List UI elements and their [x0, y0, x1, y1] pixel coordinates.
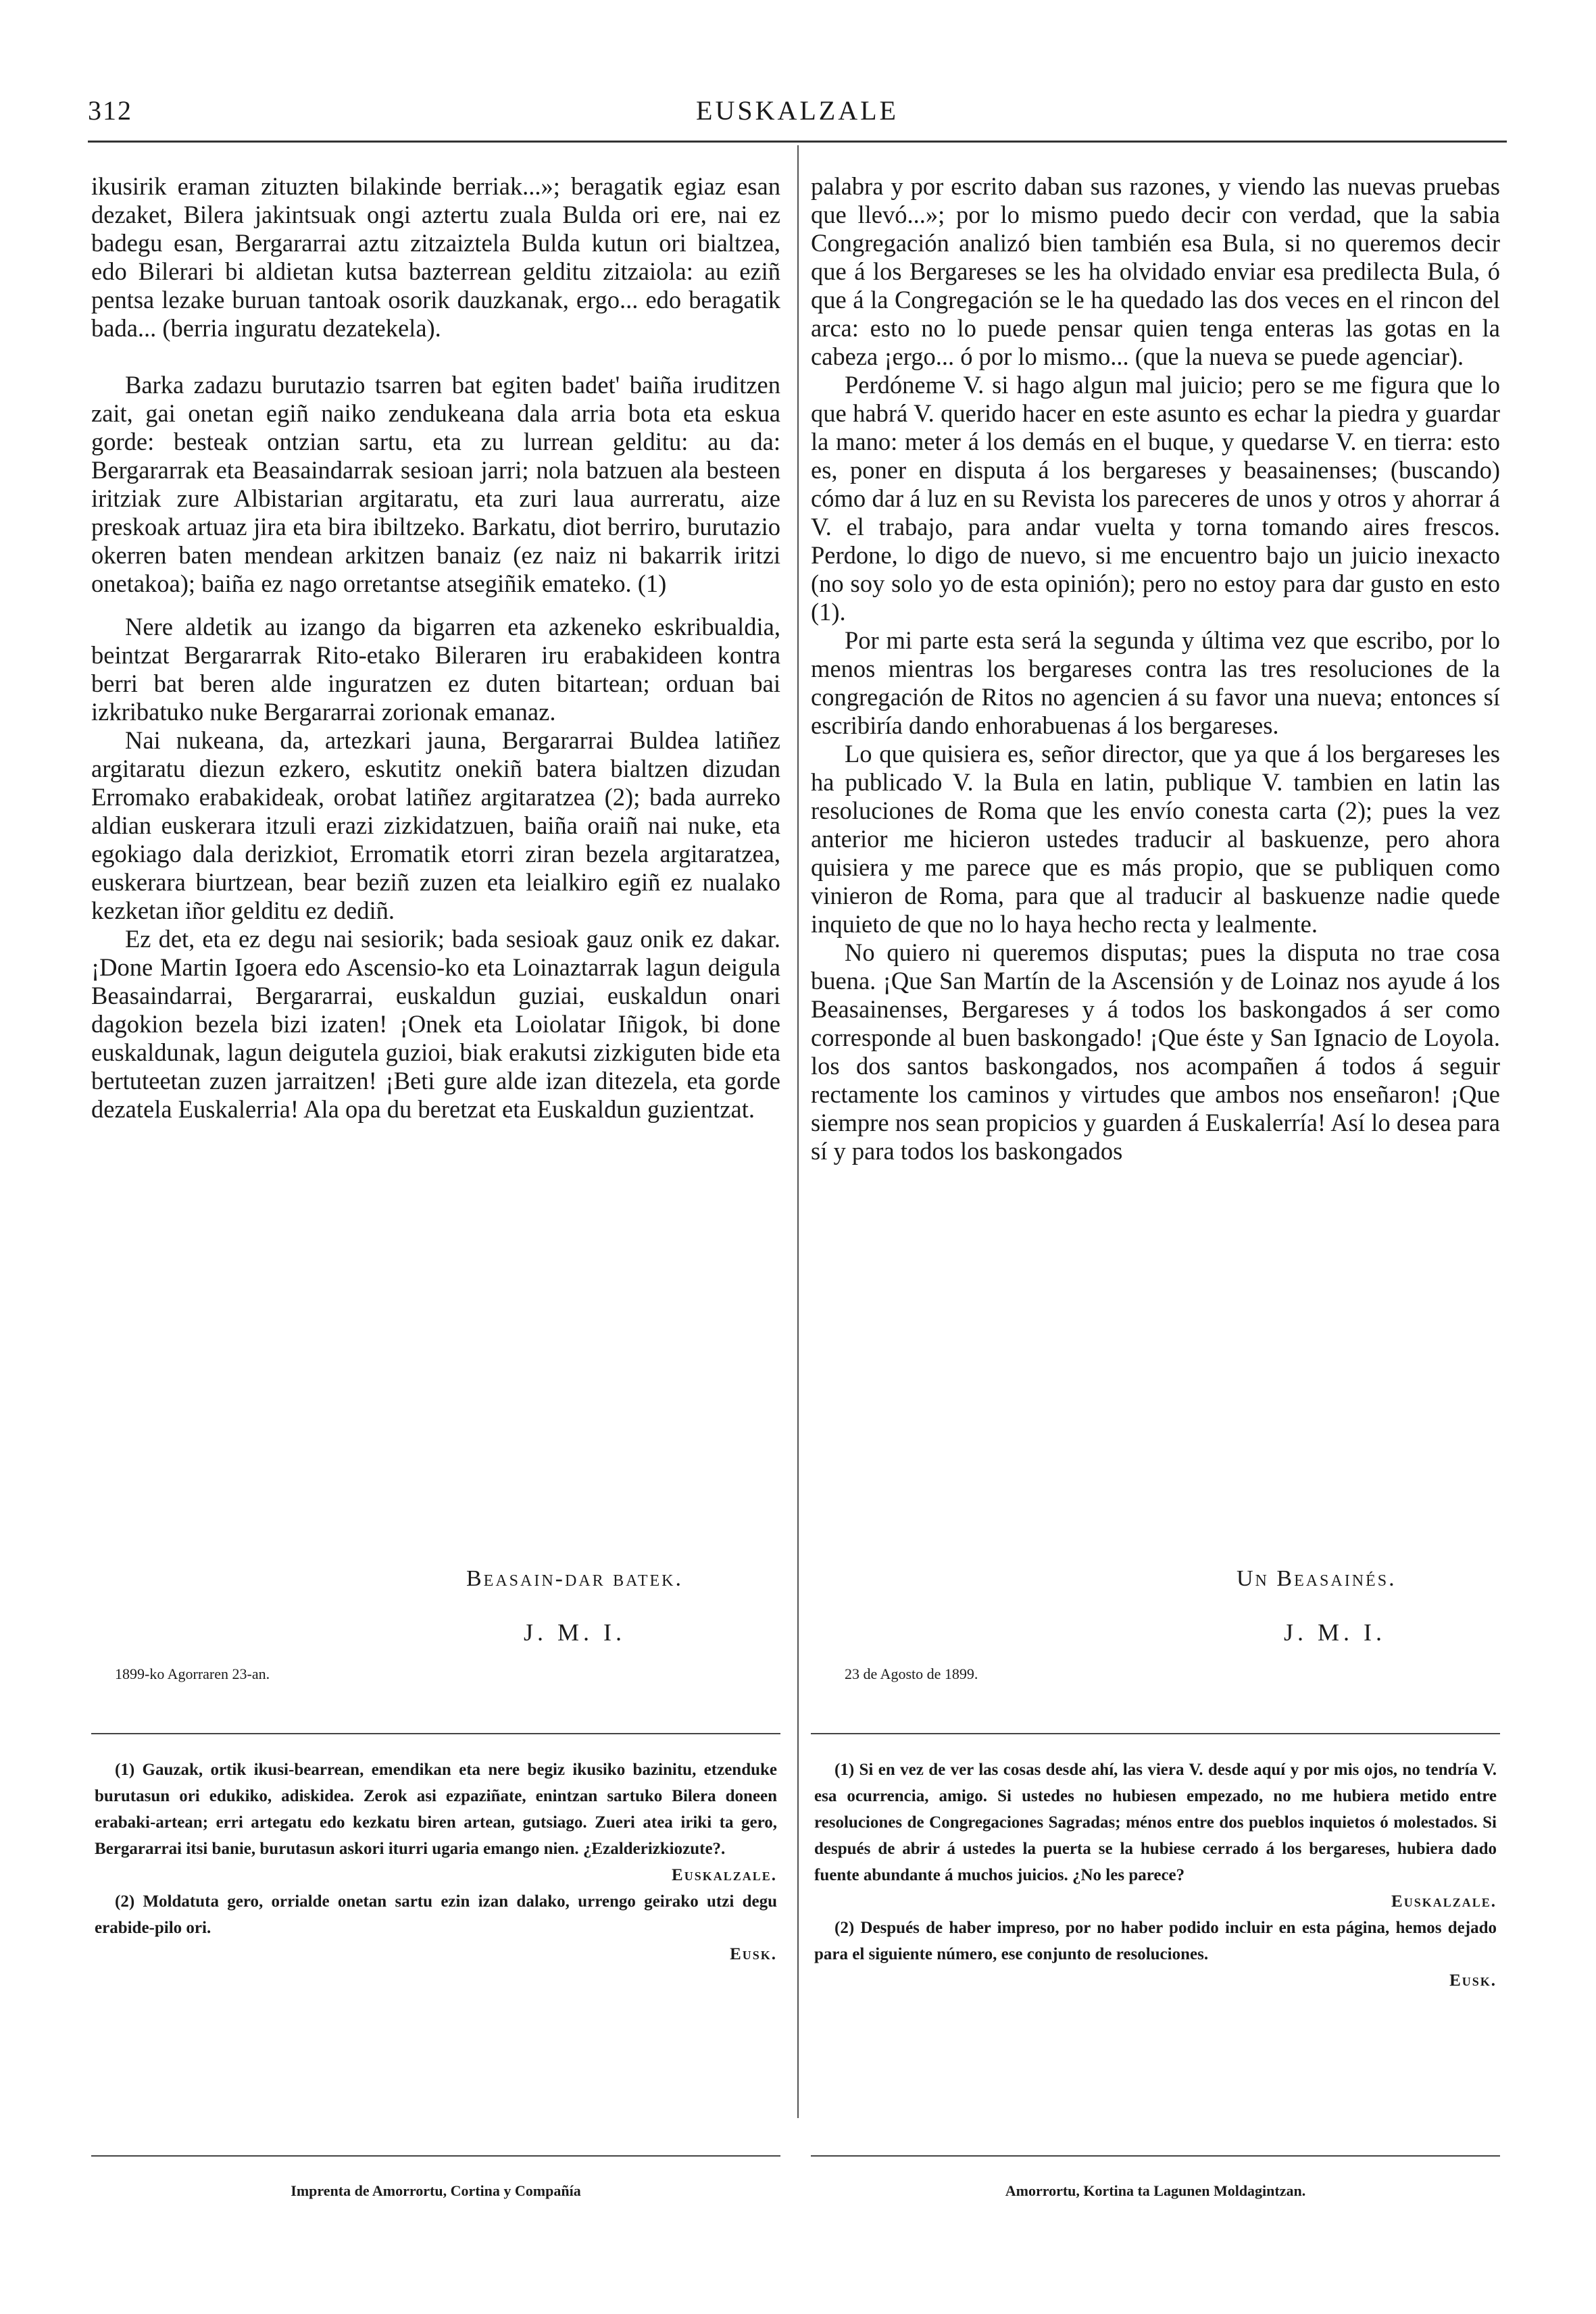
left-signature: Beasain-dar batek. — [466, 1566, 683, 1591]
left-footnote-2-sign: Eusk. — [730, 1945, 777, 1963]
right-footnote-1-sign: Euskalzale. — [1391, 1892, 1497, 1911]
running-title: EUSKALZALE — [696, 95, 899, 126]
right-footnote-2-sign: Eusk. — [1449, 1971, 1497, 1990]
right-date: 23 de Agosto de 1899. — [845, 1665, 978, 1682]
right-paragraph-1: palabra y por escrito daban sus razones, y viendo las nuevas pruebas que llevó...»; por lo mismo puedo decir con verdad, que la sabia Congregación analizó bien también esa Bula, si no queremos decir que á los Bergareses se les ha olvidado enviar esa predilecta Bula, ó que á la Congregación se le ha quedado las dos veces en el rincon del arca: esto no lo puede pensar quien tenga enteras las gotas en la cabeza ¡ergo... ó por lo mismo... (que la nueva se puede agenciar). — [811, 172, 1500, 370]
right-bottom-rule — [811, 2155, 1500, 2157]
right-paragraph-5: No quiero ni queremos disputas; pues la disputa no trae cosa buena. ¡Que San Martín de la Ascensión y de Loinaz nos ayude á los Beasainenses, Bergareses y á todos los baskongados á ser como corresponde al buen baskongado! ¡Que éste y San Ignacio de Loyola. los dos santos baskongados, nos acompañen á todos á seguir rectamente los caminos y virtudes que ambos nos enseñaron! ¡Que siempre nos sean propicios y guarden á Euskalerría! Así lo desea para sí y para todos los baskongados — [811, 938, 1500, 1165]
right-footnote-rule — [811, 1733, 1500, 1734]
right-paragraph-3: Por mi parte esta será la segunda y última vez que escribo, por lo menos mientras los bergareses contra las tres resoluciones de la congregación de Ritos no agencien á su favor una nueva; entonces sí escribiría dando enhorabuenas á los bergareses. — [811, 626, 1500, 739]
left-footnote-rule — [91, 1733, 780, 1734]
left-bottom-rule — [91, 2155, 780, 2157]
left-printer-line: Imprenta de Amorrortu, Cortina y Compañía — [291, 2182, 581, 2199]
left-footnote-1: (1) Gauzak, ortik ikusi-bearrean, emendikan eta nere begiz ikusiko bazinitu, etzenduke burutasun ori edukiko, adiskidea. Zerok asi ezpaziñate, enintzan sartuko Bilera doneen erabaki-artean; erri artegatu edo kezkatu biren artean, gutsiago. Zueri atea iriki ta gero, Bergararrai itsi banie, burutasun askori iturri ugaria emango nien. ¿Ezalderizkiozute?. — [95, 1761, 777, 1858]
left-paragraph-5: Ez det, eta ez degu nai sesiorik; bada sesioak gauz onik ez dakar. ¡Done Martin Igoera edo Ascensio-ko eta Loinaztarrak lagun deigula Beasaindarrai, Bergararrai, euskaldun guziai, euskaldun onari dagokion bezela bizi izaten! ¡Onek eta Loiolatar Iñigok, bi done euskaldunak, lagun deigutela guzioi, biak erakutsi zizkiguten bide eta bertuteetan zuzen jarraitzen! ¡Beti gure alde izan ditezela, eta gorde dezatela Euskalerria! Ala opa du beretzat eta Euskaldun guzientzat. — [91, 925, 780, 1123]
right-footnotes — [814, 1757, 1497, 1994]
right-printer-line: Amorrortu, Kortina ta Lagunen Moldagintzan. — [1005, 2182, 1306, 2199]
column-divider — [797, 145, 799, 2118]
page-header — [88, 95, 1507, 142]
right-paragraph-4: Lo que quisiera es, señor director, que ya que á los bergareses les ha publicado V. la Bula en latin, publique V. tambien en latin las resoluciones de Roma que les envío conesta carta (2); pues la vez anterior me hicieron ustedes traducir al baskuenze, pero ahora quisiera y me parece que es más propio, que se publiquen como vinieron de Roma, para que al traducir al baskuenze nadie quede inquieto de que no lo haya hecho recta y lealmente. — [811, 740, 1500, 938]
left-paragraph-2: Barka zadazu burutazio tsarren bat egiten badet' baiña iruditzen zait, gai onetan egiñ naiko zendukeana dala arria bota eta eskua gorde: besteak ontzian sartu, eta zu lurrean gelditu: au da: Bergararrak eta Beasaindarrak sesioan jarri; nola batzuen ala besteen iritziak zure Albistarian argitaratu, eta zuri laua aurreratu, aize preskoak artuaz jira eta bira ibiltzeko. Barkatu, diot berriro, burutazio okerren baten mendean arkitzen banaiz (ez naiz ni bakarrik iritzi onetakoa); baiña ez nago orretantse atsegiñik emateko. (1) — [91, 371, 780, 597]
right-column-spanish — [811, 172, 1500, 1165]
header-rule — [88, 141, 1507, 143]
right-paragraph-2: Perdóneme V. si hago algun mal juicio; pero se me figura que lo que habrá V. querido hacer en este asunto es echar la piedra y guardar la mano: meter á los demás en el buque, y quedarse V. en tierra: esto es, poner en disputa á los bergareses y beasainenses; (buscando) cómo dar á luz en su Revista los pareceres de unos y otros y ahorrar á V. el trabajo, para andar vuelta y torna tomando aires frescos. Perdone, lo digo de nuevo, si me encuentro bajo un juicio inexacto (no soy solo yo de esta opinión); pero no estoy para dar gusto en esto (1). — [811, 371, 1500, 626]
left-paragraph-3: Nere aldetik au izango da bigarren eta azkeneko eskribualdia, beintzat Bergararrak Rito-etako Bileraren iru erabakideen kontra berri bat beren alde inguratzen ez duten bitartean; orduan bai izkribatuko nuke Bergararrai zorionak emanaz. — [91, 613, 780, 726]
left-footnote-1-sign: Euskalzale. — [672, 1866, 777, 1884]
right-footnote-1: (1) Si en vez de ver las cosas desde ahí, las viera V. desde aquí y por mis ojos, no tendría V. esa ocurrencia, amigo. Si ustedes no hubiesen empezado, no me hubiera metido entre resoluciones de Congregaciones Sagradas; ménos entre dos pueblos inquietos ó molestados. Si después de abrir á ustedes la puerta se la hubiese cerrado á los bergareses, hubiera dado fuente abundante á muchos juicios. ¿No les parece? — [814, 1761, 1497, 1884]
right-initials: J. M. I. — [1284, 1619, 1387, 1646]
right-footnote-2: (2) Después de haber impreso, por no haber podido incluir en esta página, hemos dejado para el siguiente número, ese conjunto de resoluciones. — [814, 1919, 1497, 1963]
right-signature: Un Beasainés. — [1237, 1566, 1397, 1591]
left-column-basque — [91, 172, 780, 1124]
left-paragraph-1: ikusirik eraman zituzten bilakinde berriak...»; beragatik egiaz esan dezaket, Bilera jakintsuak ongi aztertu zuala Bulda ori ere, nai ez badegu esan, Bergararrai aztu zitzaiztela Bulda kutun ori bialtzea, edo Bilerari bi aldietan kutsa bazterrean gelditu zitzaiola: au eziñ pentsa lezake buruan tantoak osorik dauzkanak, ergo... edo beragatik bada... (berria inguratu dezatekela). — [91, 172, 780, 342]
left-paragraph-4: Nai nukeana, da, artezkari jauna, Bergararrai Buldea latiñez argitaratu diezun ezkero, eskutitz onekiñ batera bialtzen dizudan Erromako erabakideak, orobat latiñez argitaratzea (2); bada aurreko aldian euskerara itzuli erazi zizkidatzuen, baiña oraiñ nai nuke, eta egokiago dala derizkiot, Erromatik etorri ziran bezela argitaratzea, euskerara biurtzean, bear beziñ zuzen eta leialkiro egiñ ez nualako kezketan iñor gelditu ez dediñ. — [91, 726, 780, 924]
left-footnotes — [95, 1757, 777, 1967]
left-footnote-2: (2) Moldatuta gero, orrialde onetan sartu ezin izan dalako, urrengo geirako utzi degu erabide-pilo ori. — [95, 1892, 777, 1937]
left-initials: J. M. I. — [524, 1619, 626, 1646]
left-date: 1899-ko Agorraren 23-an. — [115, 1665, 270, 1682]
page-number: 312 — [88, 95, 132, 126]
